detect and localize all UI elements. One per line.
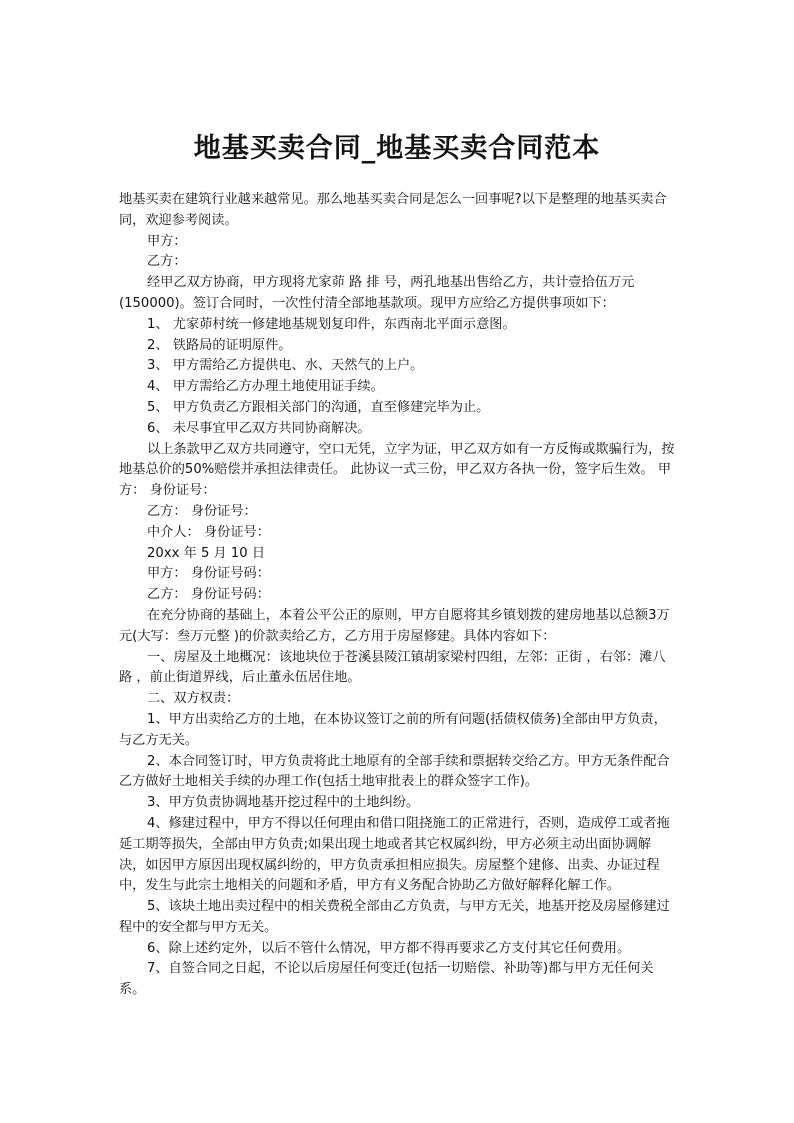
paragraph: 4、 甲方需给乙方办理土地使用证手续。 xyxy=(147,379,384,395)
document-title: 地基买卖合同_地基买卖合同范本 xyxy=(193,133,601,164)
paragraph: 乙方： xyxy=(147,254,187,270)
paragraph: 经甲乙双方协商，甲方现将尤家茆 路 排 号，两孔地基出售给乙方，共计壹拾伍万元(150000)。签订合同时，一次性付清全部地基款项。现甲方应给乙方提供事项如下： xyxy=(119,275,635,311)
document-body xyxy=(119,190,675,1001)
paragraph: 3、 甲方需给乙方提供电、水、天然气的上户。 xyxy=(147,358,424,374)
paragraph: 5、该块土地出卖过程中的相关费税全部由乙方负责，与甲方无关，地基开挖及房屋修建过程中的安全都与甲方无关。 xyxy=(119,899,670,935)
paragraph: 一、房屋及土地概况：该地块位于苍溪县陵江镇胡家梁村四组，左邻：正街 ，右邻：滩八路 ，前止街道界线，后止董永伍居住地。 xyxy=(119,649,666,686)
paragraph: 1、 尤家茆村统一修建地基规划复印件，东西南北平面示意图。 xyxy=(147,316,516,332)
paragraph: 地基买卖在建筑行业越来越常见。那么地基买卖合同是怎么一回事呢?以下是整理的地基买卖合同，欢迎参考阅读。 xyxy=(119,192,667,228)
paragraph: 2、 铁路局的证明原件。 xyxy=(147,337,292,353)
paragraph: 二、双方权责： xyxy=(147,691,240,707)
paragraph: 在充分协商的基础上，本着公平公正的原则，甲方自愿将其乡镇划拨的建房地基以总额3万元(大写：叁万元整 )的价款卖给乙方，乙方用于房屋修建。具体内容如下： xyxy=(119,607,670,644)
paragraph: 6、 未尽事宜甲乙双方共同协商解决。 xyxy=(147,420,371,436)
paragraph: 20xx 年 5 月 10 日 xyxy=(147,545,266,561)
paragraph: 4、修建过程中，甲方不得以任何理由和借口阻挠施工的正常进行，否则，造成停工或者拖延工期等损失，全部由甲方负责;如果出现土地或者其它权属纠纷，甲方必须主动出面协调解决，如因甲方原因出现权属纠纷的，甲方负责承担相应损失。房屋整个建修、出卖、办证过程中，发生与此宗土地相关的问题和矛盾，甲方有义务配合协助乙方做好解释化解工作。 xyxy=(119,815,670,894)
paragraph: 甲方： xyxy=(147,233,187,249)
paragraph: 甲方： 身份证号码： xyxy=(147,566,270,582)
paragraph: 5、 甲方负责乙方跟相关部门的沟通，直至修建完毕为止。 xyxy=(147,399,490,415)
paragraph: 6、除上述约定外，以后不管什么情况，甲方都不得再要求乙方支付其它任何费用。 xyxy=(147,940,631,956)
paragraph: 1、甲方出卖给乙方的土地，在本协议签订之前的所有问题(括债权债务)全部由甲方负责，与乙方无关。 xyxy=(119,711,667,748)
paragraph: 乙方： 身份证号码： xyxy=(147,587,270,603)
paragraph: 中介人： 身份证号： xyxy=(147,524,270,540)
paragraph: 乙方： 身份证号： xyxy=(147,503,257,519)
paragraph: 以上条款甲乙双方共同遵守，空口无凭，立字为证，甲乙双方如有一方反悔或欺骗行为，按地基总价的50%赔偿并承担法律责任。 此协议一式三份，甲乙双方各执一份，签字后生效。 甲方： 身份证号： xyxy=(119,441,675,499)
paragraph: 3、甲方负责协调地基开挖过程中的土地纠纷。 xyxy=(147,795,420,811)
paragraph: 2、本合同签订时，甲方负责将此土地原有的全部手续和票据转交给乙方。甲方无条件配合乙方做好土地相关手续的办理工作(包括土地审批表上的群众签字工作)。 xyxy=(119,753,670,790)
paragraph: 7、自签合同之日起，不论以后房屋任何变迁(包括一切赔偿、补助等)都与甲方无任何关系。 xyxy=(119,961,654,998)
